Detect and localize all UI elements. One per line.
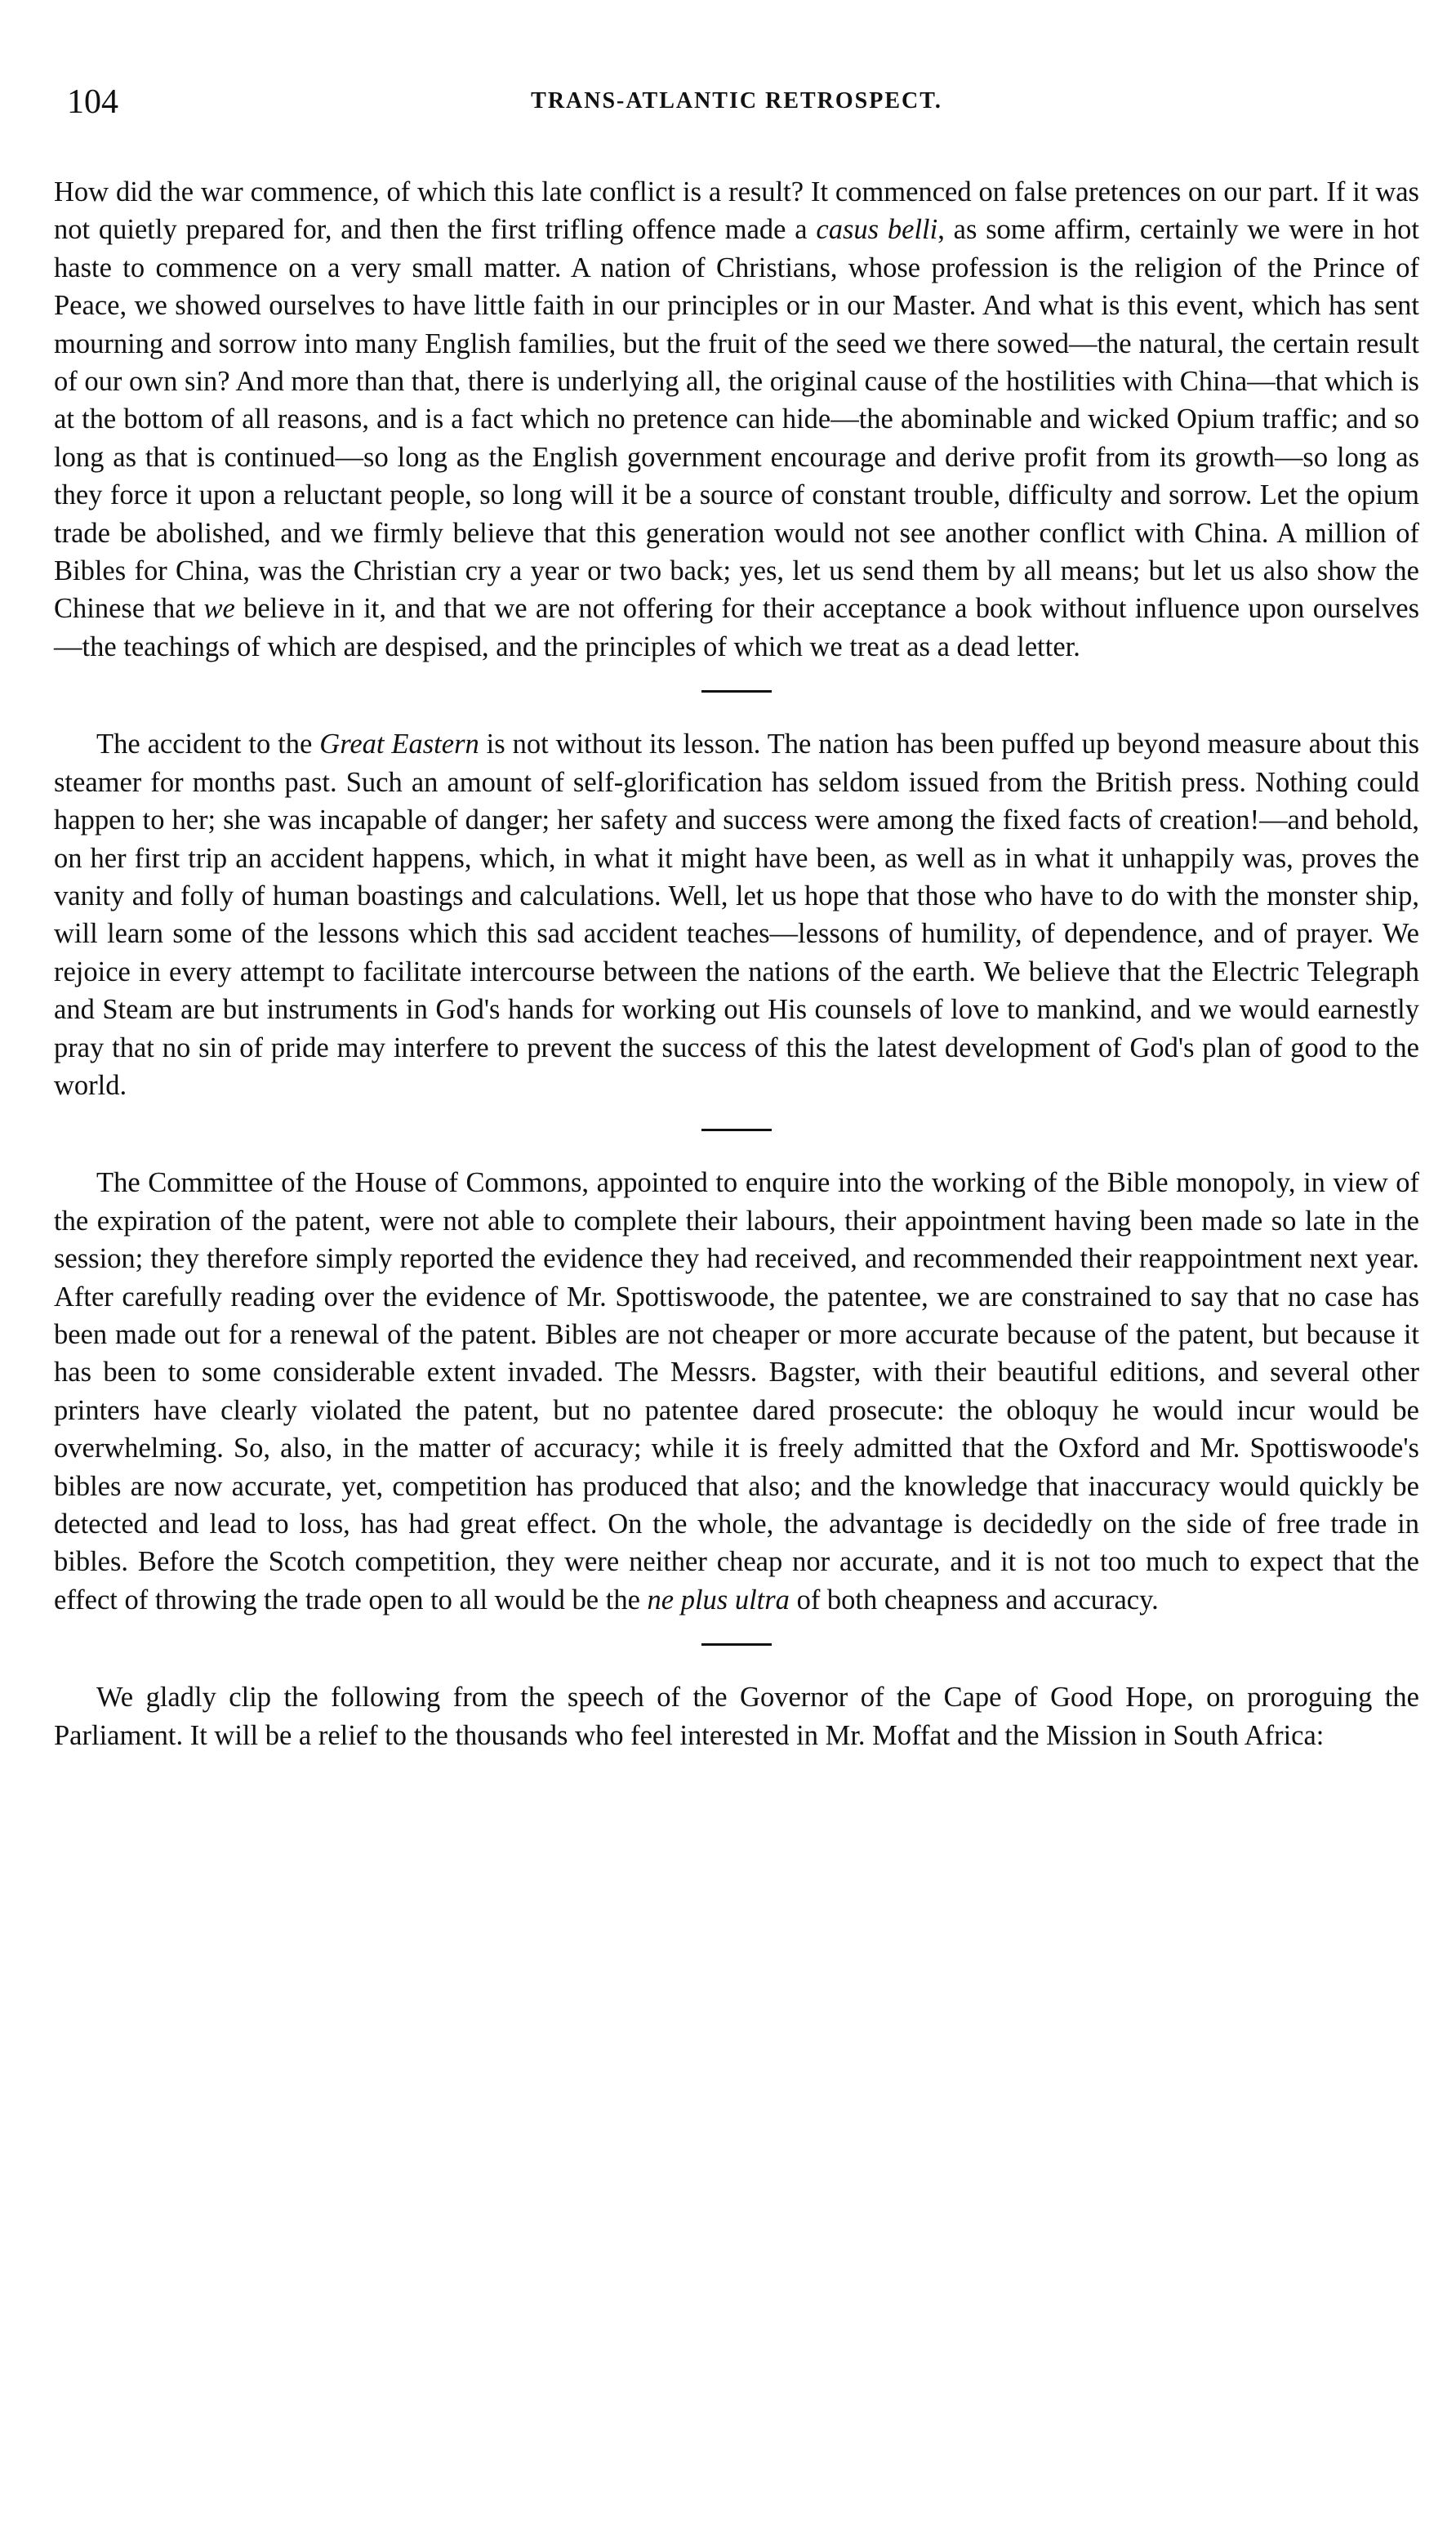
paragraph-war-with-china: How did the war commence, of which this late conflict is a result? It commenced on false pretences on our part. If it was not quietly prepared for, and then the first trifling offence made a casus belli, as some affirm, certainly we were in hot haste to commence on a very small matter. A nation of Christians, whose profession is the religion of the Prince of Peace, we showed ourselves to have little faith in our principles or in our Master. And what is this event, which has sent mourning and sorrow into many English families, but the fruit of the seed we there sowed—the natural, the certain result of our own sin? And more than that, there is underlying all, the original cause of the hostilities with China—that which is at the bottom of all reasons, and is a fact which no pretence can hide—the abominable and wicked Opium traffic; and so long as that is continued—so long as the English government encourage and derive profit from its growth—so long as they force it upon a reluctant people, so long will it be a source of constant trouble, difficulty and sorrow. Let the opium trade be abolished, and we firmly believe that this generation would not see another conflict with China. A million of Bibles for China, was the Christian cry a year or two back; yes, let us send them by all means; but let us also show the Chinese that we believe in it, and that we are not offering for their acceptance a book without influence upon ourselves—the teachings of which are despised, and the principles of which we treat as a dead letter.	[54, 176, 1420, 662]
paragraph-bible-monopoly: The Committee of the House of Commons, appointed to enquire into the working of the Bible monopoly, in view of the expiration of the patent, were not able to complete their labours, their appointment having been made so late in the session; they therefore simply reported the evidence they had received, and recommended their reappointment next year. After carefully reading over the evidence of Mr. Spottiswoode, the patentee, we are constrained to say that no case has been made out for a renewal of the patent. Bibles are not cheaper or more accurate because of the patent, but because it has been to some considerable extent invaded. The Messrs. Bagster, with their beautiful editions, and several other printers have clearly violated the patent, but no patentee dared prosecute: the obloquy he would incur would be overwhelming. So, also, in the matter of accuracy; while it is freely admitted that the Oxford and Mr. Spottiswoode's bibles are now accurate, yet, competition has produced that also; and the knowledge that inaccuracy would quickly be detected and lead to loss, has had great effect. On the whole, the advantage is decidedly on the side of free trade in bibles. Before the Scotch competition, they were neither cheap nor accurate, and it is not too much to expect that the effect of throwing the trade open to all would be the ne plus ultra of both cheapness and accuracy.	[54, 1167, 1419, 1616]
paragraph-cape-of-good-hope: We gladly clip the following from the speech of the Governor of the Cape of Good Hope, on proroguing the Parliament. It will be a relief to the thousands who feel interested in Mr. Moffat and the Mission in South Africa:	[54, 1682, 1419, 1751]
section-divider	[701, 690, 772, 693]
page-header	[54, 82, 1419, 139]
section-divider	[701, 1643, 772, 1646]
page-number: 104	[67, 83, 118, 121]
page	[54, 82, 1419, 1754]
paragraph-great-eastern: The accident to the Great Eastern is not without its lesson. The nation has been puffed up beyond measure about this steamer for months past. Such an amount of self-glorification has seldom issued from the British press. Nothing could happen to her; she was incapable of danger; her safety and success were among the fixed facts of creation!—and behold, on her first trip an accident happens, which, in what it might have been, as well as in what it unhappily was, proves the vanity and folly of human boastings and calculations. Well, let us hope that those who have to do with the monster ship, will learn some of the lessons which this sad accident teaches—lessons of humility, of dependence, and of prayer. We rejoice in every attempt to facilitate intercourse between the nations of the earth. We believe that the Electric Telegraph and Steam are but instruments in God's hands for working out His counsels of love to mankind, and we would earnestly pray that no sin of pride may interfere to prevent the success of this the latest development of God's plan of good to the world.	[54, 729, 1419, 1101]
section-divider	[701, 1129, 772, 1131]
running-title: TRANS-ATLANTIC RETROSPECT.	[531, 88, 942, 114]
